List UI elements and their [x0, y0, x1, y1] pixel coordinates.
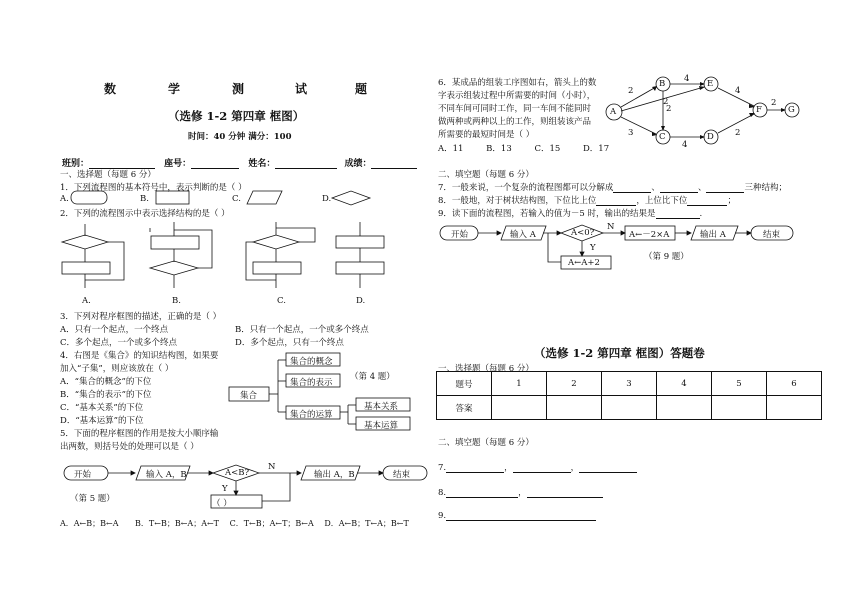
answer-section2-heading: 二、填空题（每题 6 分）	[438, 438, 534, 448]
q5-start: 开始	[74, 470, 92, 480]
q6-line2: 字表示组装过程中所需要的时间（小时），	[438, 91, 596, 101]
q2-option-c: C.	[277, 296, 286, 306]
node-basic-relation: 基本关系	[364, 402, 399, 412]
q6-line5: 所需要的最短时间是（ ）	[438, 130, 535, 140]
time-info: 时间：40 分钟 满分：100	[188, 132, 292, 142]
q5-yes-label: Y	[222, 484, 228, 494]
name-label: 姓名：	[248, 159, 276, 169]
weight-a-c: 3	[628, 128, 634, 138]
q5-option-b: B．T←B；B←A；A←T	[135, 519, 220, 528]
title-char: 数	[104, 82, 117, 96]
q9-start: 开始	[451, 230, 469, 240]
weight-b-c: 2	[666, 104, 672, 114]
q4-option-a: A．“集合的概念”的下位	[60, 377, 152, 387]
answer-q9-blank[interactable]	[446, 511, 596, 521]
q5-caption: （第 5 题）	[70, 494, 115, 504]
q7-text: 7．一般来说，一个复杂的流程图都可以分解成 、 、 三种结构；	[438, 183, 787, 193]
node-basic-operation: 基本运算	[364, 421, 399, 431]
answer-q7: 7. ， ，	[438, 461, 637, 473]
q4-option-b: B．“集合的表示”的下位	[60, 390, 152, 400]
answer-cell[interactable]	[657, 396, 712, 420]
q5-line1: 5．下面的程序框图的作用是按大小顺序输	[60, 429, 219, 439]
q5-line2: 出两数，则括号处的处理可以是（ ）	[60, 442, 199, 452]
graph-node-d: D	[707, 132, 714, 142]
q3-option-d: D．多个起点，只有一个终点	[235, 338, 344, 348]
q4-option-c: C．“基本关系”的下位	[60, 403, 144, 413]
q9-end: 结束	[763, 230, 781, 240]
weight-a-e: 2	[663, 97, 669, 107]
q2-option-b: B.	[172, 296, 181, 306]
q6-option-a: A．11	[438, 144, 464, 154]
q9-caption: （第 9 题）	[644, 252, 689, 262]
class-label: 班别：	[62, 159, 90, 169]
q4-caption: （第 4 题）	[350, 372, 395, 382]
graph-node-a: A	[610, 107, 617, 117]
q3-option-c: C．多个起点，一个或多个终点	[60, 338, 178, 348]
q9-text: 9．读下面的流程图，若输入的值为－5 时，输出的结果是 .	[438, 209, 703, 219]
q3-option-a: A．只有一个起点，一个终点	[60, 325, 169, 335]
q5-option-c: C．T←B；A←T；B←A	[229, 519, 314, 528]
node-representation: 集合的表示	[290, 378, 333, 388]
answer-section1-heading: 一、选择题（每题 6 分）	[438, 364, 534, 374]
seat-label: 座号：	[164, 159, 192, 169]
q5-input: 输入 A，B	[146, 470, 187, 480]
q6-option-c: C．15	[534, 144, 561, 154]
answer-sheet-title: （选修 1-2 第四章 框图）答题卷	[534, 346, 705, 360]
q1-text: 1．下列流程图的基本符号中，表示判断的是（ ）	[60, 183, 247, 193]
q9-no-label: N	[607, 222, 615, 232]
answer-q8-blank-2[interactable]	[527, 488, 603, 498]
table-row	[437, 372, 822, 396]
answer-cell[interactable]	[767, 396, 822, 420]
q4-line1: 4．右图是《集合》的知识结构图，如果要	[60, 351, 219, 361]
weight-b-e: 4	[684, 74, 690, 84]
row-label: 题号	[437, 372, 492, 396]
graph-node-f: F	[756, 105, 762, 115]
q6-line1: 6．某成品的组装工序图如右，箭头上的数	[438, 78, 597, 88]
title-char: 题	[355, 82, 368, 96]
q1-option-d: D.	[322, 194, 332, 204]
answer-q7-blank-2[interactable]	[513, 463, 571, 473]
q2-option-a: A.	[82, 296, 91, 306]
q5-no-label: N	[268, 462, 276, 472]
title-char: 测	[232, 82, 245, 96]
q5-condition: A<B?	[225, 468, 250, 478]
answer-cell[interactable]	[492, 396, 547, 420]
q2-text: 2．下列的流程图示中表示选择结构的是（ ）	[60, 209, 230, 219]
answer-cell[interactable]	[547, 396, 602, 420]
q4-option-d: D．“基本运算”的下位	[60, 416, 144, 426]
q9-condition: A<0?	[571, 228, 595, 238]
weight-f-g: 2	[771, 98, 777, 108]
question-number: 1	[492, 372, 547, 396]
node-operation: 集合的运算	[290, 410, 333, 420]
graph-node-b: B	[659, 79, 666, 89]
answer-table	[436, 371, 822, 420]
weight-a-b: 2	[628, 86, 634, 96]
q5-output: 输出 A，B	[314, 470, 355, 480]
section1-heading: 一、选择题（每题 6 分）	[60, 170, 156, 180]
answer-q8-blank-1[interactable]	[446, 488, 518, 498]
question-number: 3	[602, 372, 657, 396]
q3-text: 3．下列对程序框图的描述，正确的是（ ）	[60, 312, 222, 322]
q9-output: 输出 A	[700, 230, 726, 240]
q9-process-double: A←－2×A	[629, 230, 670, 240]
title-char: 试	[295, 82, 308, 96]
weight-c-d: 4	[682, 140, 688, 150]
answer-q7-blank-3[interactable]	[579, 463, 637, 473]
node-concept: 集合的概念	[290, 357, 333, 367]
q9-process-add: A←A+2	[568, 258, 600, 268]
answer-q9: 9.	[438, 511, 596, 521]
weight-d-f: 2	[735, 128, 741, 138]
q5-process-blank: （ ）	[212, 499, 232, 509]
question-number: 4	[657, 372, 712, 396]
q4-line2: 加入“子集”，则应该放在（ ）	[60, 364, 174, 374]
q6-line3: 不同车间可同时工作，同一车间不能同时	[438, 104, 592, 114]
q5-end: 结束	[393, 470, 411, 480]
q1-option-b: B.	[140, 194, 149, 204]
question-number: 2	[547, 372, 602, 396]
question-number: 6	[767, 372, 822, 396]
table-row	[437, 396, 822, 420]
graph-node-g: G	[788, 105, 795, 115]
node-set: 集合	[240, 391, 258, 401]
graph-node-c: C	[659, 132, 666, 142]
q6-option-b: B．13	[486, 144, 512, 154]
answer-cell[interactable]	[712, 396, 767, 420]
q2-option-d: D.	[356, 296, 366, 306]
answer-q7-blank-1[interactable]	[446, 463, 504, 473]
q1-option-a: A.	[60, 194, 69, 204]
question-number: 5	[712, 372, 767, 396]
q5-option-a: A．A←B；B←A	[60, 519, 119, 528]
graph-node-e: E	[707, 79, 714, 89]
section2-heading: 二、填空题（每题 6 分）	[438, 170, 534, 180]
answer-cell[interactable]	[602, 396, 657, 420]
q6-option-d: D．17	[582, 144, 610, 154]
q8-text: 8．一般地，对于树状结构图，下位比上位 ，上位比下位 ；	[438, 196, 736, 206]
q9-yes-label: Y	[590, 243, 596, 253]
q5-option-d: D．A←B；T←A；B←T	[324, 519, 409, 528]
q1-option-c: C.	[232, 194, 241, 204]
title-char: 学	[168, 82, 181, 96]
score-label: 成绩：	[344, 159, 372, 169]
q6-line4: 做两种或两种以上的工作，则组装该产品	[438, 117, 592, 127]
row-label: 答案	[437, 396, 492, 420]
q3-option-b: B．只有一个起点，一个或多个终点	[235, 325, 369, 335]
answer-q8: 8. ，	[438, 486, 603, 498]
subtitle: （选修 1-2 第四章 框图）	[168, 109, 305, 123]
weight-e-f: 4	[735, 86, 741, 96]
q9-input: 输入 A	[510, 230, 536, 240]
